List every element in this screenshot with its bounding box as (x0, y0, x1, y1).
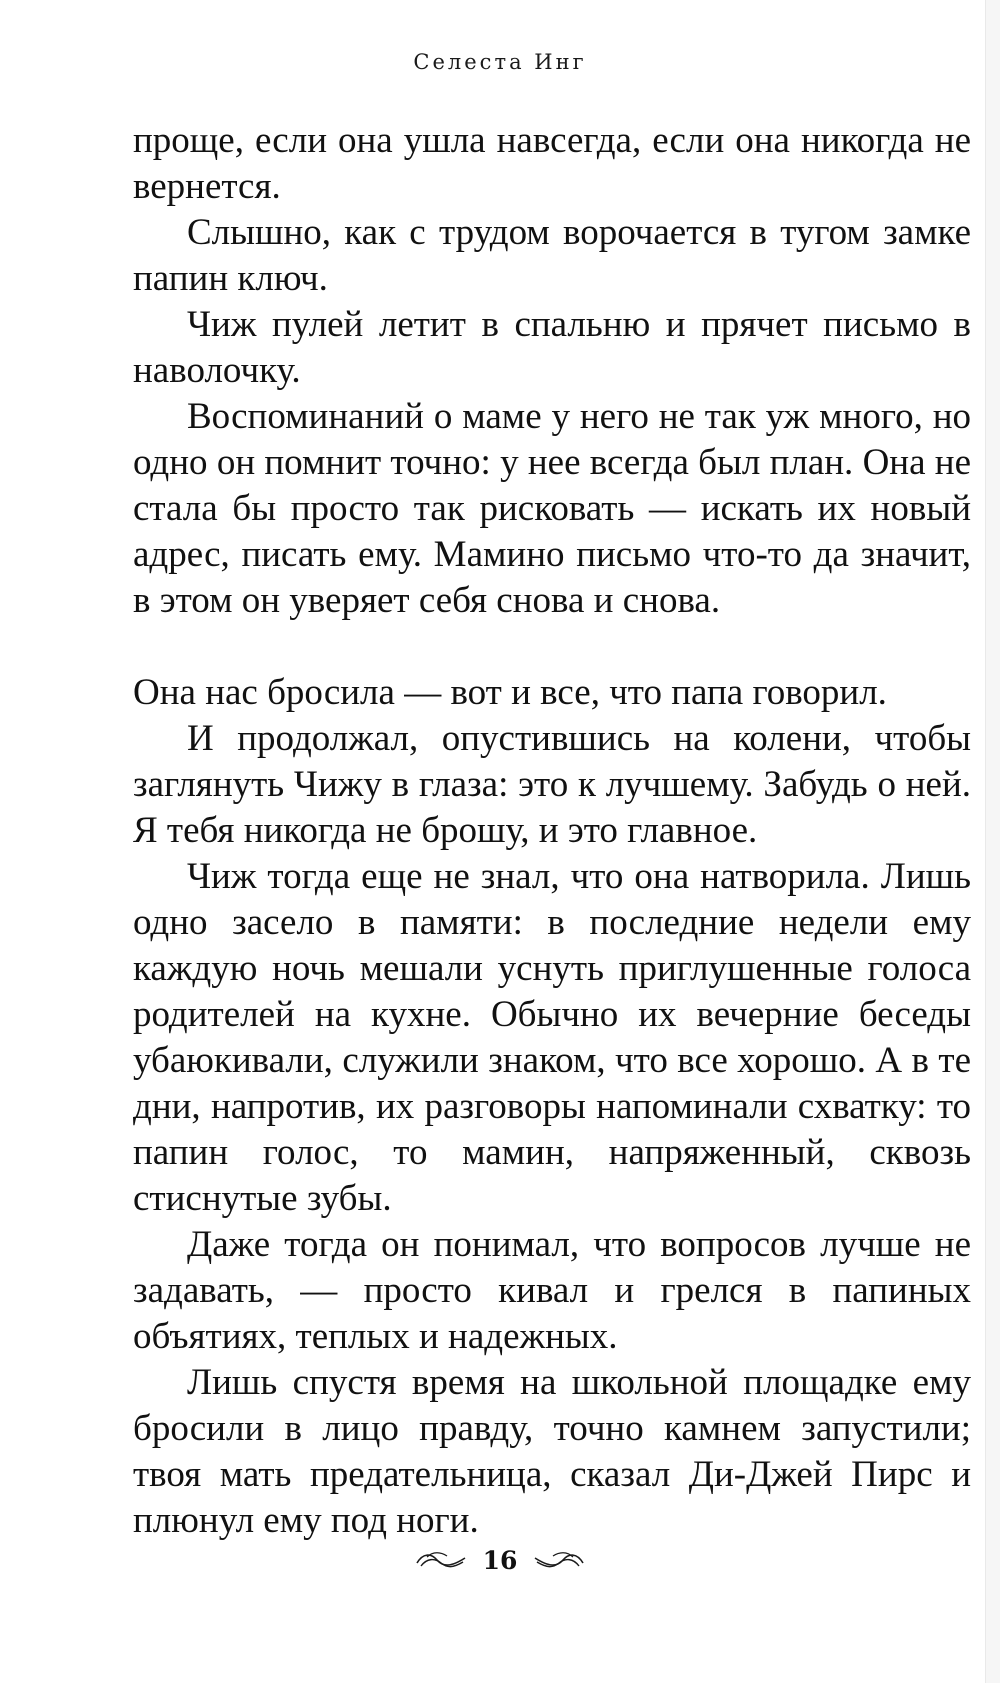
paragraph-6: И продолжал, опустившись на колени, чтобы заглянуть Чижу в глаза: это к лучшему. Забудь о ней. Я тебя никогда не брошу, и это главное. (133, 718, 971, 851)
page-edge-shadow (985, 0, 1000, 1683)
body-text (133, 118, 971, 1544)
paragraph-4: Воспоминаний о маме у него не так уж много, но одно он помнит точно: у нее всегда был план. Она не стала бы просто так рисковать — искать их новый адрес, писать ему. Мамино письмо что-то да значит, в этом он уверяет себя снова и снова. (133, 396, 971, 621)
page-footer (0, 1540, 1000, 1580)
wave-flourish-left-icon (415, 1549, 467, 1571)
paragraph-7: Чиж тогда еще не знал, что она натворила. Лишь одно засело в памяти: в последние недели ему каждую ночь мешали уснуть приглушенные голоса родителей на кухне. Обычно их вечерние беседы убаюкивали, служили знаком, что все хорошо. А в те дни, напротив, их разговоры напоминали схватку: то папин голос, то мамин, напряженный, сквозь стиснутые зубы. (133, 856, 971, 1219)
wave-flourish-right-icon (533, 1549, 585, 1571)
paragraph-8: Даже тогда он понимал, что вопросов лучше не задавать, — просто кивал и грелся в папиных объятиях, теплых и надежных. (133, 1224, 971, 1357)
paragraph-3: Чиж пулей летит в спальню и прячет письмо в наволочку. (133, 304, 971, 391)
paragraph-1: проще, если она ушла навсегда, если она никогда не вернется. (133, 120, 971, 207)
paragraph-5: Она нас бросила — вот и все, что папа говорил. (133, 672, 887, 713)
running-head-author: Селеста Инг (413, 50, 587, 74)
page-number: 16 (482, 1545, 518, 1575)
paragraph-2: Слышно, как с трудом ворочается в тугом замке папин ключ. (133, 212, 971, 299)
paragraph-9: Лишь спустя время на школьной площадке ему бросили в лицо правду, точно камнем запустили; твоя мать предательница, сказал Ди-Джей Пирс и плюнул ему под ноги. (133, 1362, 971, 1541)
